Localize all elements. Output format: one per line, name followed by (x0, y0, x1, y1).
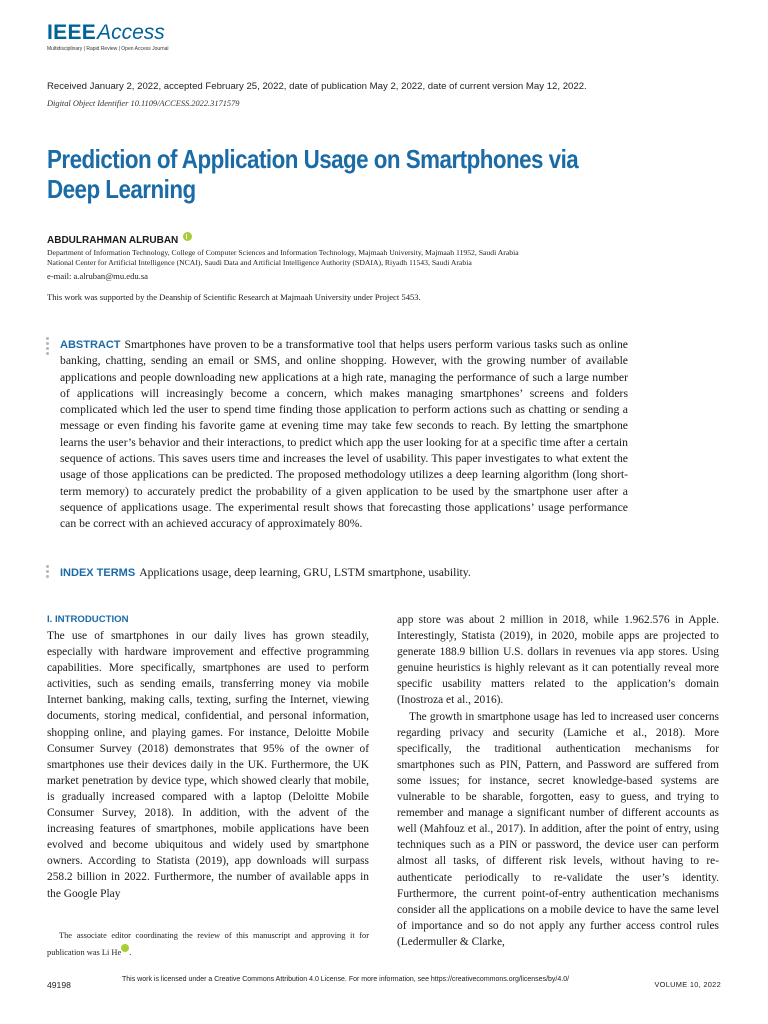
abstract-dots-icon (46, 337, 49, 357)
journal-tagline: Multidisciplinary | Rapid Review | Open Access Journal (47, 46, 169, 52)
page-number: 49198 (47, 980, 71, 990)
editor-orcid-icon[interactable] (121, 944, 129, 952)
journal-masthead (47, 22, 169, 52)
doi-line: Digital Object Identifier 10.1109/ACCESS.2022.3171579 (47, 99, 240, 108)
editor-footnote-end: . (129, 948, 132, 957)
body-column-right (397, 612, 719, 950)
body-column-left (47, 612, 369, 902)
logo-ieee-text: IEEE (47, 21, 97, 44)
abstract-label: ABSTRACT (60, 339, 121, 351)
intro-paragraph-2: app store was about 2 million in 2018, while 1.962.576 in Apple. Interestingly, Statista (2019), in 2020, mobile apps are projected to generate 188.9 billion U.S. dollars in revenues via app stores. Using genuine heuristics is highly relevant as it can potentially reveal more specific usability matters related to the application’s domain (Inostroza et al., 2016). (397, 614, 719, 707)
received-dates: Received January 2, 2022, accepted February 25, 2022, date of publication May 2, 2022, date of current version May 12, 2022. (47, 81, 587, 92)
index-terms-text: Applications usage, deep learning, GRU, LSTM smartphone, usability. (139, 566, 471, 579)
author-email: e-mail: a.alruban@mu.edu.sa (47, 271, 148, 281)
editor-footnote-text: The associate editor coordinating the review of this manuscript and approving it for publication was Li He (47, 931, 369, 957)
intro-paragraph-3: The growth in smartphone usage has led to increased user concerns regarding privacy and security (Lamiche et al., 2018). More specifically, the traditional authentication mechanisms for smartphones such as PIN, Pattern, and Password are suffered from some issues; for instance, secret knowledge-based systems are vulnerable to be sharable, forgotten, easy to guess, and trying to remember and manage a significant number of different accounts as well (Mahfouz et al., 2017). In addition, after the point of entry, using techniques such as a PIN or password, the device user can perform almost all tasks, of different risk levels, without having to re-authenticate periodically to re-validate the user’s identity. Furthermore, the current point-of-entry authentication mechanisms consider all the applications on a mobile device to have the same level of importance and so do not apply any further access control rules (Ledermuller & Clarke, (397, 710, 719, 948)
intro-paragraph-1: The use of smartphones in our daily lives has grown steadily, especially with hardware improvement and effective programming capabilities. More specifically, smartphones are used to perform activities, such as sending emails, transferring money via mobile Internet banking, making calls, texting, surfing the Internet, viewing documents, storing medical, confidential, and personal information, shopping online, and playing games. For instance, Deloitte Mobile Consumer Survey (2018) demonstrates that 95% of the owner of smartphones use their devices daily in the UK. Furthermore, the UK market penetration by device type, which showed clearly that mobile, is gradually increased compared with a laptop (Deloitte Mobile Consumer Survey, 2018). In addition, with the advent of the increasing features of smartphones, mobile applications have been evolved and become ubiquitous and widely used by smartphone owners. According to Statista (2019), app downloads will surpass 258.2 billion in 2022. Furthermore, the number of available apps in the Google Play (47, 630, 369, 900)
section-heading-introduction: I. INTRODUCTION (47, 614, 129, 625)
orcid-icon[interactable] (183, 232, 192, 241)
editor-footnote (47, 928, 369, 961)
author-name-text: ABDULRAHMAN ALRUBAN (47, 235, 179, 246)
abstract-text: Smartphones have proven to be a transformative tool that helps users perform various tasks such as online banking, chatting, sending an email or SMS, and online shopping. However, with the growing number of available applications and people downloading new applications at a high rate, managing the performance of such a large number of applications will increasingly become a concern, which makes managing smartphones’ screens and folders complicated which led the user to spend time finding those application to perform actions such as chatting or sending a message or even finding his favorite game at evening time may take few seconds to reach. By letting the smartphone learns the user’s behavior and their interactions, to predict which app the user looking for at a specific time after a certain sequence of actions. This saves users time and increases the level of usability. This paper investigates to what extent the usage of those applications can be predicted. The proposed methodology utilizes a deep learning algorithm (long short-term memory) to accurately predict the probability of a given application to be used by the smartphone user after a sequence of applications usage. The experimental result shows that forecasting those applications’ usage performance can be correct with an achieved accuracy of approximately 80%. (60, 338, 628, 531)
index-terms (60, 565, 628, 581)
logo-access-text: Access (97, 21, 165, 44)
paper-title: Prediction of Application Usage on Smartphones via Deep Learning (47, 144, 579, 204)
author-name (47, 232, 192, 246)
affiliation-2: National Center for Artificial Intelligence (NCAI), Saudi Data and Artificial Intelligence Authority (SDAIA), Riyadh 11543, Saudi Arabia (47, 258, 472, 267)
volume-label: VOLUME 10, 2022 (654, 980, 721, 989)
abstract (60, 337, 628, 533)
page-footer (0, 976, 768, 992)
index-terms-label: INDEX TERMS (60, 567, 136, 579)
funding-statement: This work was supported by the Deanship of Scientific Research at Majmaah University under Project 5453. (47, 292, 421, 302)
index-terms-dots-icon (46, 565, 49, 580)
ieee-access-logo (47, 22, 169, 44)
license-notice[interactable]: This work is licensed under a Creative Commons Attribution 4.0 License. For more information, see https://creativecommons.org/licenses/by/4.0/ (122, 976, 570, 983)
affiliation-1: Department of Information Technology, College of Computer Sciences and Information Technology, Majmaah University, Majmaah 11952, Saudi Arabia (47, 248, 519, 257)
